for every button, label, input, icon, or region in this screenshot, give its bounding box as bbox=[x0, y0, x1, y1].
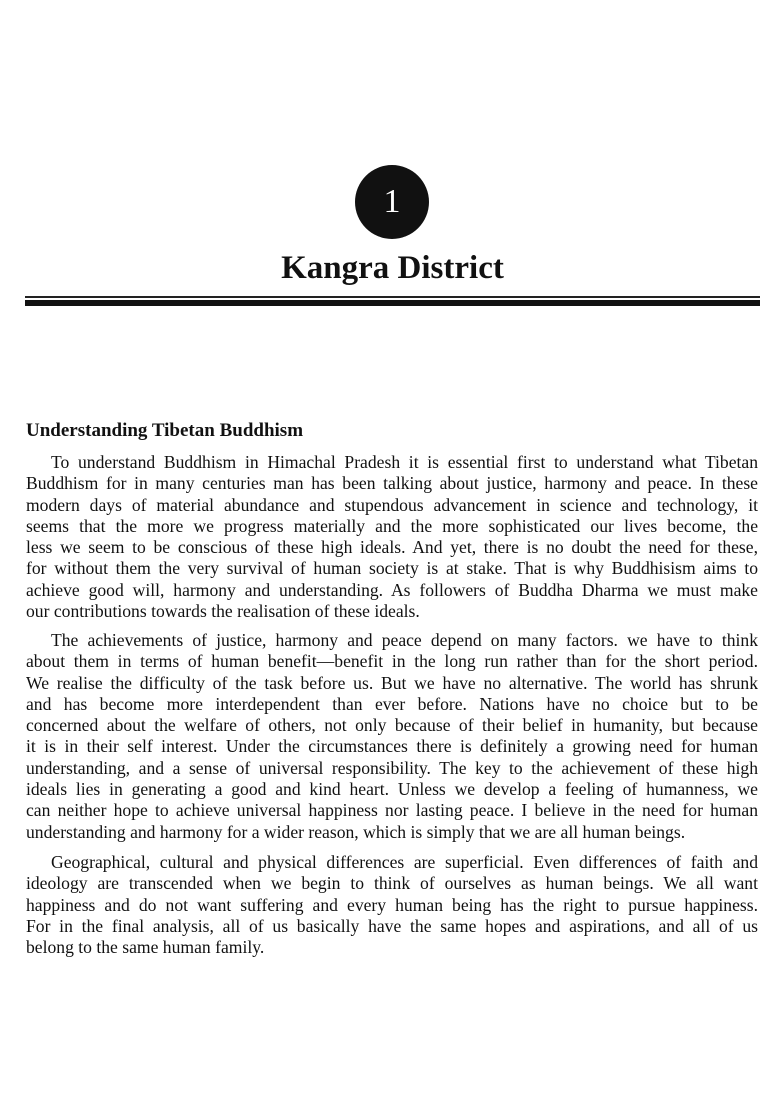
text-line: our contributions towards the realisation of these ideals. bbox=[26, 601, 420, 622]
text-line: about them in terms of human benefit—benefit in the long run rather than for the short period. bbox=[26, 651, 758, 672]
chapter-title: Kangra District bbox=[281, 250, 504, 286]
title-rule-thin bbox=[25, 296, 760, 298]
text-line: can neither hope to achieve universal happiness nor lasting peace. I believe in the need for human bbox=[26, 800, 758, 821]
paragraph-2 bbox=[26, 630, 758, 843]
text-line: happiness and do not want suffering and every human being has the right to pursue happiness. bbox=[26, 894, 758, 915]
text-line: it is in their self interest. Under the circumstances there is definitely a growing need for human bbox=[26, 736, 758, 757]
title-rule-thick bbox=[25, 300, 760, 306]
chapter-number-badge bbox=[355, 165, 429, 239]
text-line: modern days of material abundance and stupendous advancement in science and technology, it bbox=[26, 494, 758, 515]
text-line: To understand Buddhism in Himachal Pradesh it is essential first to understand what Tibetan bbox=[51, 452, 758, 472]
paragraph-1 bbox=[26, 452, 758, 622]
text-line: and has become more interdependent than ever before. Nations have no choice but to be bbox=[26, 693, 758, 714]
text-line: ideals lies in generating a good and kind heart. Unless we develop a feeling of humanness, we bbox=[26, 779, 758, 800]
text-line: Geographical, cultural and physical differences are superficial. Even differences of faith and bbox=[51, 852, 758, 872]
text-line: achieve good will, harmony and understanding. As followers of Buddha Dharma we must make bbox=[26, 579, 758, 600]
text-line: seems that the more we progress materially and the more sophisticated our lives become, the bbox=[26, 515, 758, 536]
text-line: understanding, and a sense of universal responsibility. The key to the achievement of these high bbox=[26, 757, 758, 778]
paragraph-3 bbox=[26, 852, 758, 958]
text-line: understanding and harmony for a wider reason, which is simply that we are all human beings. bbox=[26, 821, 686, 842]
text-line: The achievements of justice, harmony and peace depend on many factors. we have to think bbox=[51, 630, 758, 650]
text-line: Buddhism for in many centuries man has been talking about justice, harmony and peace. In these bbox=[26, 473, 758, 494]
chapter-number: 1 bbox=[383, 183, 401, 220]
text-line: We realise the difficulty of the task before us. But we have no alternative. The world has shrunk bbox=[26, 672, 758, 693]
text-line: ideology are transcended when we begin to think of ourselves as human beings. We all want bbox=[26, 873, 758, 894]
section-heading: Understanding Tibetan Buddhism bbox=[26, 420, 304, 441]
text-line: for without them the very survival of human society is at stake. That is why Buddhisism aims to bbox=[26, 558, 758, 579]
text-line: less we seem to be conscious of these high ideals. And yet, there is no doubt the need for these, bbox=[26, 537, 758, 558]
text-line: belong to the same human family. bbox=[26, 937, 265, 958]
text-line: For in the final analysis, all of us basically have the same hopes and aspirations, and all of us bbox=[26, 915, 758, 936]
text-line: concerned about the welfare of others, not only because of their belief in humanity, but because bbox=[26, 715, 758, 736]
